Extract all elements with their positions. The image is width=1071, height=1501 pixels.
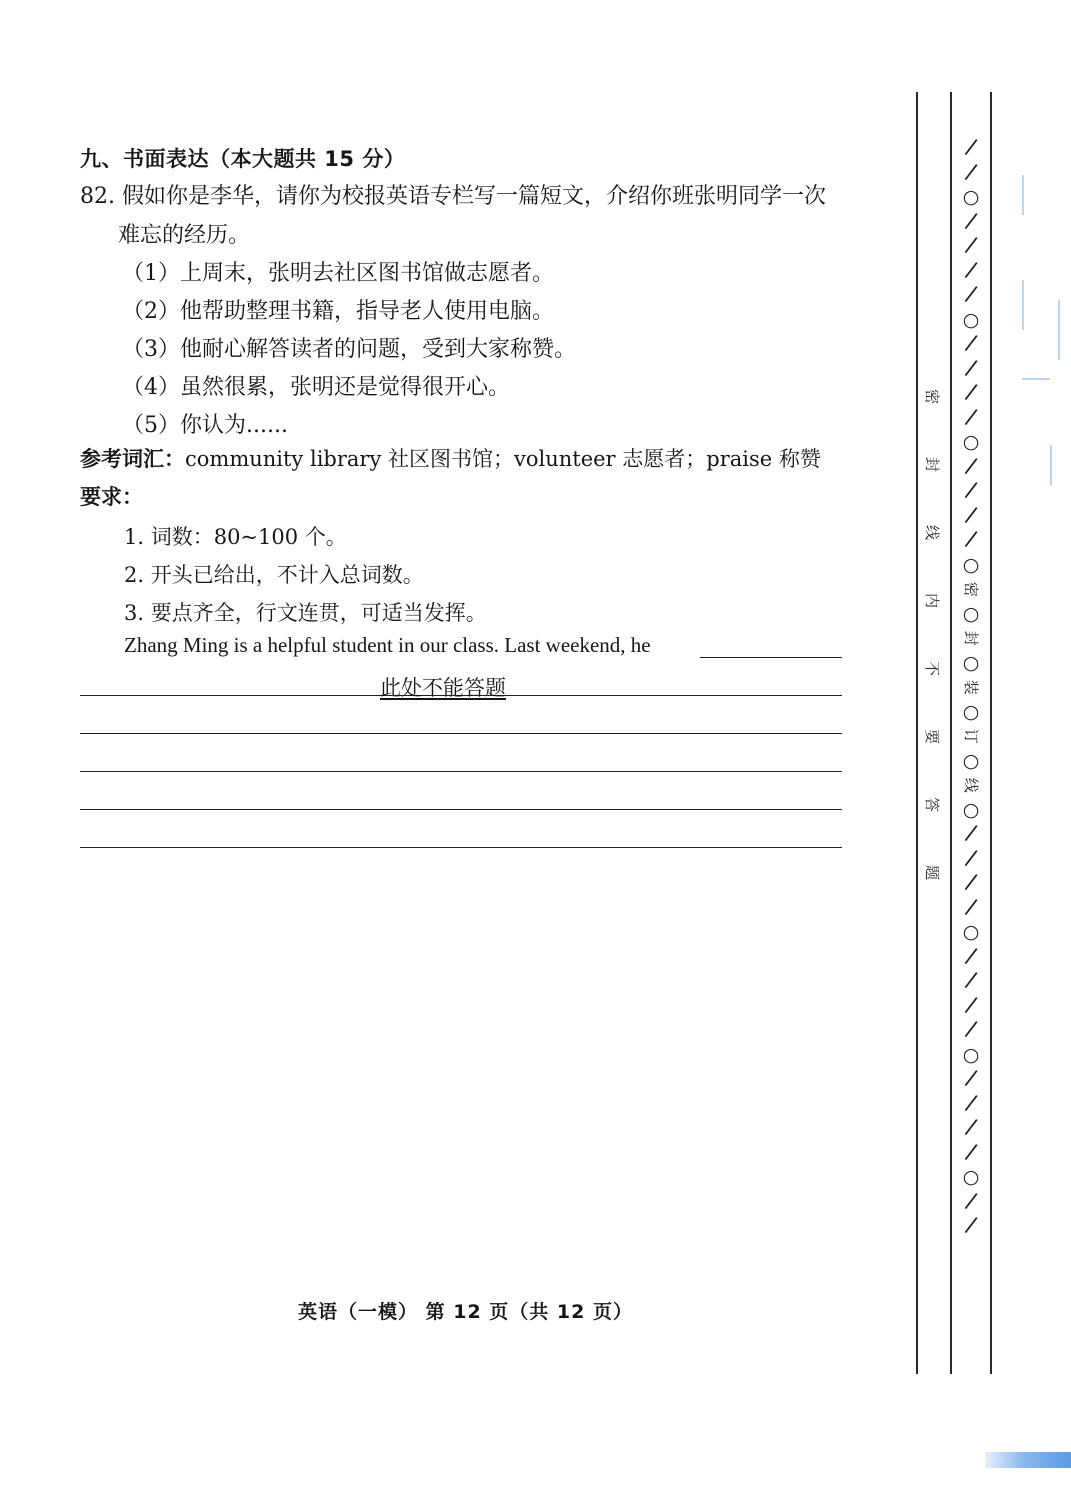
requirement-1: 1. 词数：80~100 个。 xyxy=(124,525,347,549)
scan-mark xyxy=(1022,378,1050,380)
seal-slash: / xyxy=(963,526,980,553)
seal-slash: / xyxy=(963,894,980,921)
seal-char: 封 xyxy=(962,630,981,646)
answer-line-2[interactable] xyxy=(80,733,842,734)
seal-circle-icon: ○ xyxy=(962,1166,980,1188)
seal-circle-icon: ○ xyxy=(962,651,980,674)
seal-label-char: 题 xyxy=(923,864,942,881)
answer-line-3[interactable] xyxy=(80,771,842,772)
question-prompt-line-2: 难忘的经历。 xyxy=(118,223,251,248)
seal-circle-icon: ○ xyxy=(962,798,980,821)
seal-char: 装 xyxy=(962,679,981,695)
seal-slash: / xyxy=(963,208,980,235)
seal-circle-icon: ○ xyxy=(962,186,980,208)
seal-slash: / xyxy=(963,820,980,847)
requirement-3: 3. 要点齐全，行文连贯，可适当发挥。 xyxy=(124,601,487,625)
seal-char: 密 xyxy=(962,581,981,597)
seal-slash: / xyxy=(963,869,980,896)
seal-slash: / xyxy=(963,1114,980,1141)
seal-slash: / xyxy=(963,232,980,259)
seal-label-char: 答 xyxy=(923,796,942,813)
seal-label-char: 内 xyxy=(923,592,942,609)
scan-mark xyxy=(1022,280,1024,330)
seal-slash: / xyxy=(963,281,980,308)
requirement-2: 2. 开头已给出，不计入总词数。 xyxy=(124,563,424,587)
seal-label-char: 封 xyxy=(923,456,942,473)
point-3: （3）他耐心解答读者的问题，受到大家称赞。 xyxy=(122,337,576,362)
scan-mark xyxy=(1022,175,1024,215)
no-answer-notice: 此处不能答题 xyxy=(380,676,506,700)
point-2: （2）他帮助整理书籍，指导老人使用电脑。 xyxy=(122,299,554,324)
seal-label-char: 要 xyxy=(923,728,942,745)
seal-circle-icon: ○ xyxy=(962,1043,980,1066)
seal-line-notice-column xyxy=(921,386,945,883)
seal-slash: / xyxy=(963,1090,980,1117)
seal-line-symbol-column xyxy=(958,136,984,1239)
seal-slash: / xyxy=(963,992,980,1019)
seal-slash: / xyxy=(963,845,980,872)
scan-edge-artifact xyxy=(985,1452,1071,1468)
seal-slash: / xyxy=(963,1188,980,1215)
seal-circle-icon: ○ xyxy=(962,749,980,772)
seal-circle-icon: ○ xyxy=(962,553,980,576)
seal-label-char: 不 xyxy=(923,660,942,677)
requirements-title: 要求： xyxy=(80,485,143,509)
seal-slash: / xyxy=(963,159,980,186)
seal-slash: / xyxy=(963,1139,980,1166)
seal-slash: / xyxy=(963,1065,980,1092)
section-title: 九、书面表达（本大题共 15 分） xyxy=(80,147,406,171)
seal-slash: / xyxy=(963,502,980,529)
seal-slash: / xyxy=(963,967,980,994)
seal-slash: / xyxy=(963,404,980,431)
scan-mark xyxy=(1058,300,1060,360)
binding-margin-line-inner xyxy=(916,92,918,1374)
seal-slash: / xyxy=(963,330,980,357)
seal-slash: / xyxy=(963,355,980,382)
vocab-label: 参考词汇： xyxy=(80,447,185,471)
point-5: （5）你认为...... xyxy=(122,413,288,438)
seal-slash: / xyxy=(963,453,980,480)
seal-label-char: 线 xyxy=(923,524,942,541)
reference-vocabulary xyxy=(80,443,821,473)
seal-slash: / xyxy=(963,257,980,284)
seal-slash: / xyxy=(963,134,980,161)
seal-circle-icon: ○ xyxy=(962,308,980,331)
seal-circle-icon: ○ xyxy=(962,602,980,625)
scan-mark xyxy=(1050,445,1052,485)
point-4: （4）虽然很累，张明还是觉得很开心。 xyxy=(122,375,510,400)
seal-slash: / xyxy=(963,1016,980,1043)
seal-circle-icon: ○ xyxy=(962,921,980,943)
seal-slash: / xyxy=(963,379,980,406)
point-1: （1）上周末，张明去社区图书馆做志愿者。 xyxy=(122,261,554,286)
seal-slash: / xyxy=(963,477,980,504)
vocab-text: community library 社区图书馆；volunteer 志愿者；praise 称赞 xyxy=(185,447,821,471)
binding-margin-line-middle xyxy=(950,92,952,1374)
page-footer: 英语（一模） 第 12 页（共 12 页） xyxy=(298,1301,633,1323)
seal-char: 订 xyxy=(962,728,981,744)
seal-char: 线 xyxy=(962,777,981,793)
opening-sentence: Zhang Ming is a helpful student in our class. Last weekend, he xyxy=(124,633,651,657)
answer-line-4[interactable] xyxy=(80,809,842,810)
seal-circle-icon: ○ xyxy=(962,431,980,453)
opening-answer-blank[interactable] xyxy=(700,657,842,658)
question-prompt-line-1: 82. 假如你是李华，请你为校报英语专栏写一篇短文，介绍你班张明同学一次 xyxy=(80,184,826,209)
seal-label-char: 密 xyxy=(923,388,942,405)
seal-circle-icon: ○ xyxy=(962,700,980,723)
seal-slash: / xyxy=(963,943,980,970)
binding-margin-line-outer xyxy=(990,92,992,1374)
answer-line-5[interactable] xyxy=(80,847,842,848)
seal-slash: / xyxy=(963,1212,980,1239)
